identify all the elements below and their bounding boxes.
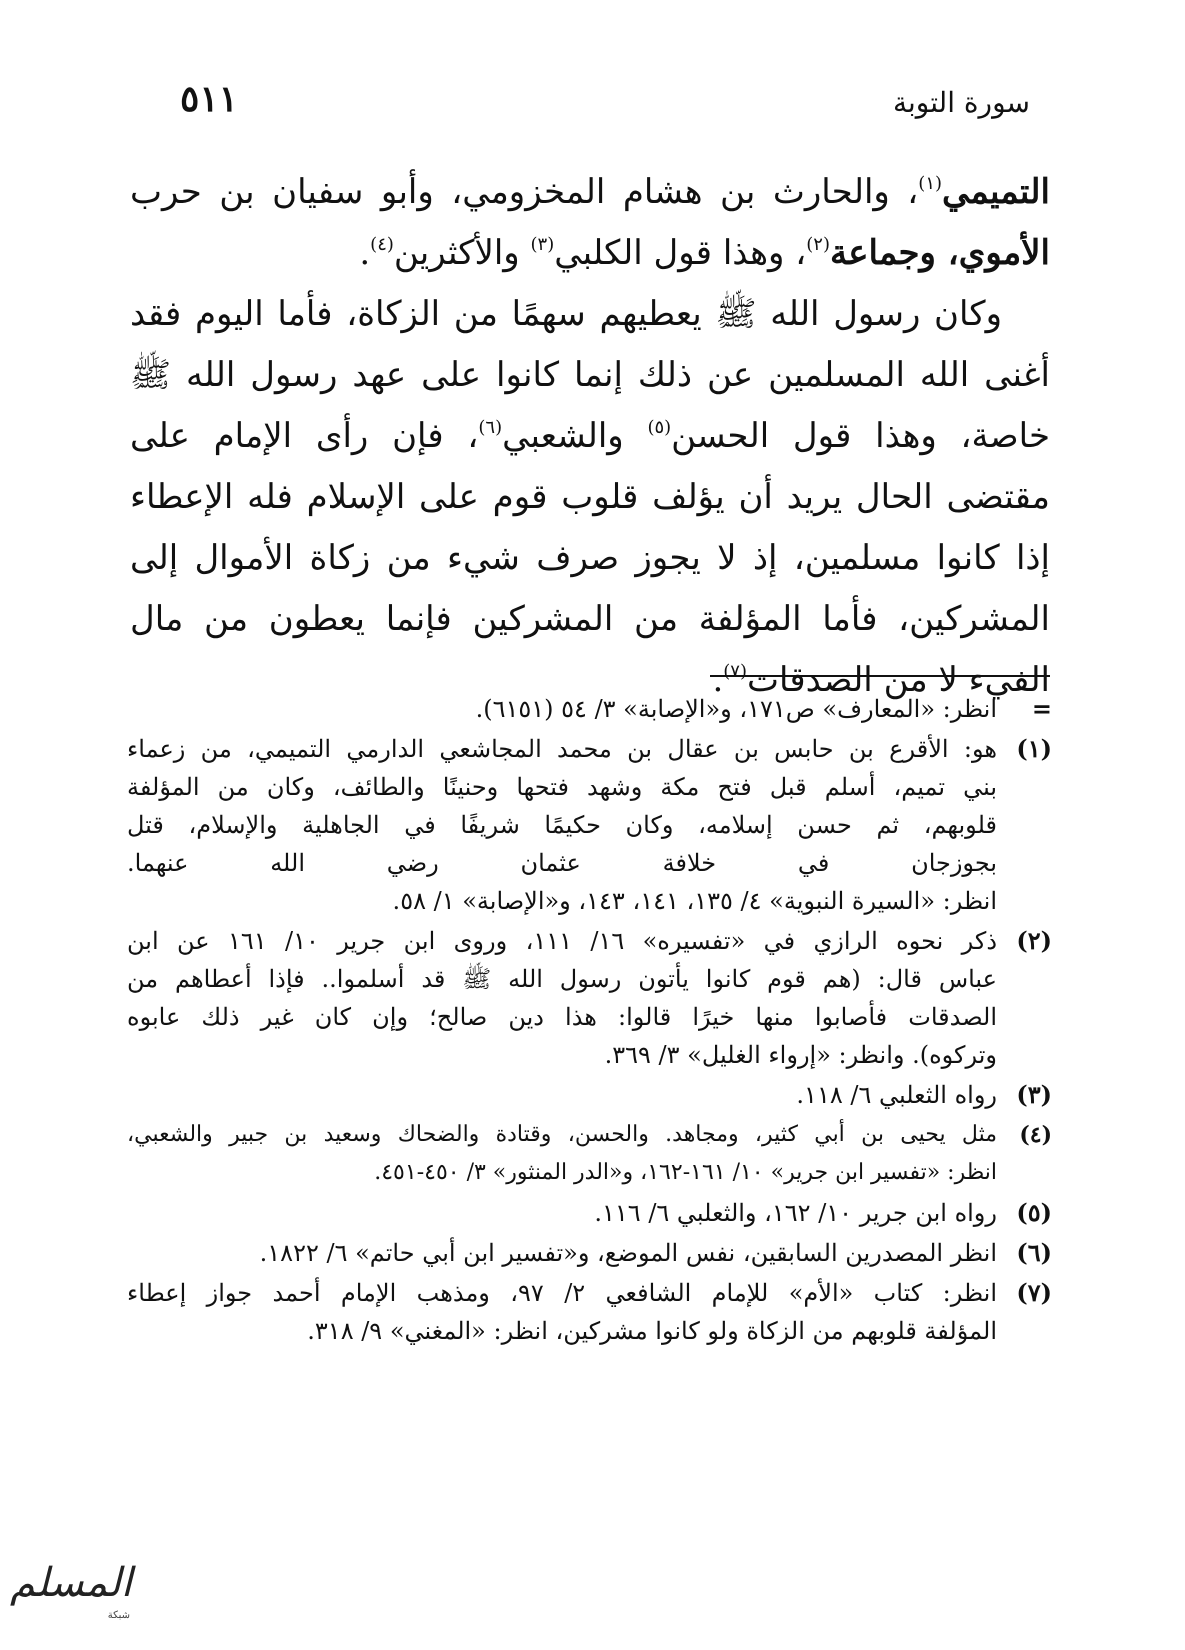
text-run: ، وهذا قول الكلبي <box>554 233 807 273</box>
footnote-number: (٣) <box>1016 1080 1052 1109</box>
footnote-line: الصدقات فأصابوا منها خيرًا قالوا: هذا دين صالح؛ وإن كان غير ذلك عابوه <box>127 1003 997 1031</box>
footnote <box>127 922 1052 1074</box>
footnote-ref: (٣) <box>530 234 555 255</box>
footnote <box>127 690 1052 728</box>
logo-mark: المسلم <box>10 1560 132 1606</box>
footnote-line: انظر: «تفسير ابن جرير» ١٠/ ١٦١-١٦٢، و«الدر المنثور» ٣/ ٤٥٠-٤٥١. <box>374 1160 997 1185</box>
main-text <box>130 162 1050 711</box>
publisher-logo <box>2 1560 142 1630</box>
footnote-ref: (٧) <box>723 661 747 682</box>
footnote-divider <box>710 675 1050 677</box>
page-header <box>180 78 1030 134</box>
footnote-line: انظر: «السيرة النبوية» ٤/ ١٣٥، ١٤١، ١٤٣، و«الإصابة» ١/ ٥٨. <box>392 887 997 915</box>
footnote-ref: (١) <box>918 173 943 194</box>
text-run: . <box>359 233 371 273</box>
footnote <box>127 1116 1052 1192</box>
logo-subtext: شبكة <box>107 1610 130 1621</box>
footnote-line: رواه ابن جرير ١٠/ ١٦٢، والثعلبي ٦/ ١١٦. <box>594 1199 997 1227</box>
surah-title: سورة التوبة <box>892 86 1030 119</box>
text-run: ، والحارث بن هشام المخزومي، وأبو سفيان بن حرب <box>130 172 919 212</box>
footnote-ref: (٦) <box>478 417 503 438</box>
footnote-line: وتركوه). وانظر: «إرواء الغليل» ٣/ ٣٦٩. <box>604 1041 997 1069</box>
footnote-ref: (٤) <box>370 234 394 255</box>
paragraph-2 <box>130 284 1050 711</box>
footnote-ref: (٥) <box>647 417 672 438</box>
footnote-line: هو: الأقرع بن حابس بن عقال بن محمد المجاشعي الدارمي التميمي، من زعماء <box>127 735 997 763</box>
footnote-line: بجوزجان في خلافة عثمان رضي الله عنهما. <box>127 849 997 877</box>
paragraph-1 <box>130 162 1050 284</box>
footnotes <box>127 690 1052 1352</box>
text-run: الأموي، وجماعة <box>829 233 1050 273</box>
footnote-line: ذكر نحوه الرازي في «تفسيره» ١٦/ ١١١، وروى ابن جرير ١٠/ ١٦١ عن ابن <box>127 927 998 955</box>
footnote <box>127 1076 1052 1114</box>
footnote-number: (٦) <box>1016 1238 1052 1267</box>
text-run: والشعبي <box>502 416 648 456</box>
footnote-ref: (٢) <box>806 234 830 255</box>
footnote <box>127 1274 1052 1350</box>
footnote-number: (٥) <box>1016 1198 1052 1227</box>
footnote-number: = <box>1031 694 1052 723</box>
text-run: . <box>712 660 724 700</box>
footnote-line: انظر المصدرين السابقين، نفس الموضع، و«تفسير ابن أبي حاتم» ٦/ ١٨٢٢. <box>259 1239 997 1267</box>
footnote-number: (٧) <box>1016 1278 1052 1307</box>
text-run: والأكثرين <box>393 233 531 273</box>
footnote-line: انظر: كتاب «الأم» للإمام الشافعي ٢/ ٩٧، ومذهب الإمام أحمد جواز إعطاء <box>127 1279 997 1307</box>
footnote-line: انظر: «المعارف» ص١٧١، و«الإصابة» ٣/ ٥٤ (٦١٥١). <box>475 695 997 723</box>
footnote <box>127 1194 1052 1232</box>
footnote-line: المؤلفة قلوبهم من الزكاة ولو كانوا مشركين، انظر: «المغني» ٩/ ٣١٨. <box>307 1317 997 1345</box>
footnote-line: بني تميم، أسلم قبل فتح مكة وشهد فتحها وحنينًا والطائف، وكان من المؤلفة <box>127 773 997 801</box>
footnote-number: (٢) <box>1016 926 1052 955</box>
footnote-line: قلوبهم، ثم حسن إسلامه، وكان حكيمًا شريفًا في الجاهلية والإسلام، قتل <box>127 811 997 839</box>
text-run: ، فإن رأى الإمام على مقتضى الحال يريد أن يؤلف قلوب قوم على الإسلام فله الإعطاء إذا كانوا مسلمين، إذ لا يجوز صرف شيء من زكاة الأموال إلى المشركين، فأما المؤلفة من المشركين فإنما يعطون من مال الفيء لا من الصدقات <box>130 416 1050 700</box>
page-number: ٥١١ <box>180 78 239 120</box>
footnote <box>127 730 1052 920</box>
footnote-number: (١) <box>1016 734 1052 763</box>
text-run: التميمي <box>942 172 1050 212</box>
footnote-number: (٤) <box>1019 1122 1052 1148</box>
footnote-line: عباس قال: (هم قوم كانوا يأتون رسول الله ﷺ قد أسلموا.. فإذا أعطاهم من <box>127 965 997 993</box>
footnote <box>127 1234 1052 1272</box>
footnote-line: مثل يحيى بن أبي كثير، ومجاهد. والحسن، وقتادة والضحاك وسعيد بن جبير والشعبي، <box>127 1122 997 1147</box>
text-run: وكان رسول الله ﷺ يعطيهم سهمًا من الزكاة، فأما اليوم فقد أغنى الله المسلمين عن ذلك إنما كانوا على عهد رسول الله ﷺ خاصة، وهذا قول الحسن <box>130 294 1051 456</box>
footnote-line: رواه الثعلبي ٦/ ١١٨. <box>796 1081 997 1109</box>
